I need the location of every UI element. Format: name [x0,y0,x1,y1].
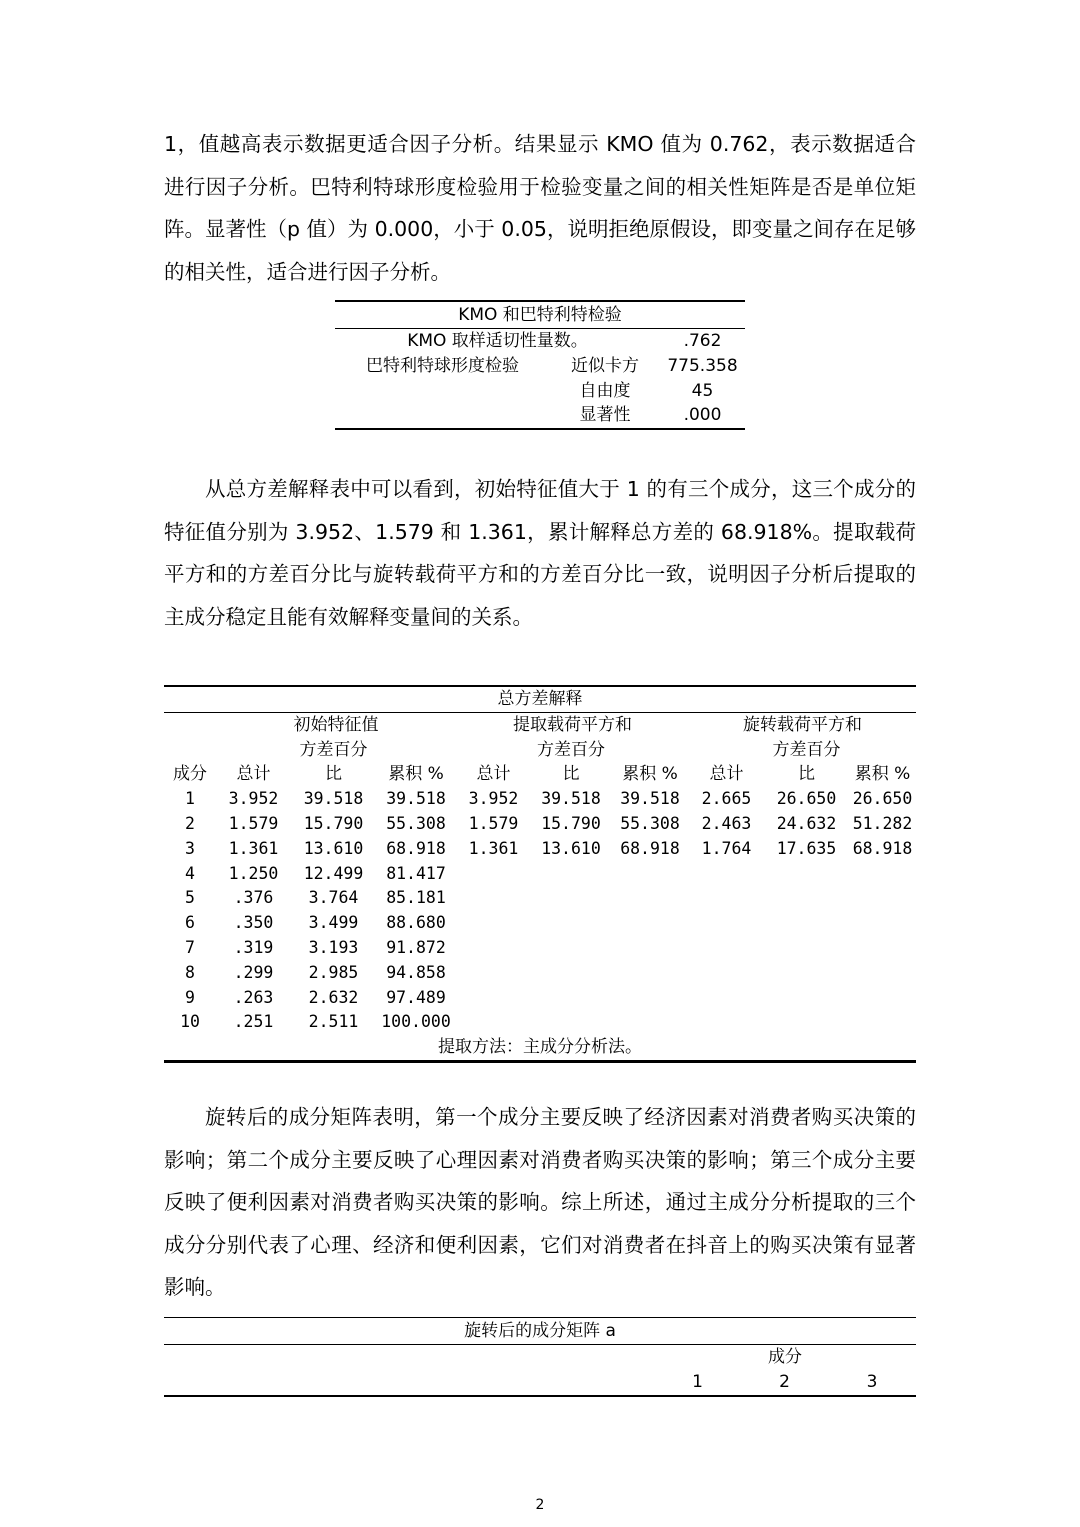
variance-cell: 2.632 [308,987,359,1007]
variance-cell: 55.308 [386,813,446,833]
variance-cell: 1.361 [228,838,279,858]
variance-cell: 3.952 [468,789,519,809]
variance-table-footer: 提取方法：主成分分析法。 [438,1037,642,1058]
variance-cell [456,936,531,961]
variance-cell: 39.518 [386,789,446,809]
significance-value: .000 [683,405,722,426]
variance-cell: 100.000 [381,1012,451,1032]
pct-label-top: 方差百分 [772,739,841,760]
variance-cell: 88.680 [386,913,446,933]
variance-cell: .299 [233,962,274,982]
variance-cell: 97.489 [386,987,446,1007]
variance-cell [456,1010,531,1035]
kmo-bartlett-table [335,300,745,430]
component-number: 6 [185,913,195,933]
variance-cell [849,1010,916,1035]
df-value: 45 [691,380,714,401]
variance-cell: 2.511 [308,1012,359,1032]
variance-header-cell: 比 [562,764,580,785]
variance-cell: 2.985 [308,962,359,982]
variance-cell: 39.518 [620,789,680,809]
variance-header-cell: 总计 [476,764,511,785]
table-row [164,837,916,862]
component-column-3: 3 [866,1371,878,1392]
variance-cell: 13.610 [541,838,601,858]
variance-cell [764,911,849,936]
variance-cell: 15.790 [303,813,364,833]
component-number: 2 [185,813,195,833]
table-row [164,936,916,961]
variance-cell: 3.764 [308,888,359,908]
variance-cell: 94.858 [386,962,446,982]
variance-cell [531,1010,611,1035]
total-variance-table [164,685,916,1063]
variance-cell [764,886,849,911]
variance-cell [456,961,531,986]
variance-header-cell: 累积 % [388,764,444,785]
df-label: 自由度 [579,380,631,401]
variance-cell [764,961,849,986]
component-number: 5 [185,888,195,908]
variance-cell: 3.499 [308,913,359,933]
variance-cell [611,986,689,1011]
component-number: 3 [185,838,195,858]
component-column-1: 1 [692,1371,703,1392]
variance-cell: 1.579 [228,813,279,833]
variance-cell [849,886,916,911]
variance-cell: 13.610 [303,838,364,858]
variance-cell [689,862,764,887]
variance-cell [531,936,611,961]
paragraph-rotated-matrix: 旋转后的成分矩阵表明，第一个成分主要反映了经济因素对消费者购买决策的影响；第二个成分主要反映了心理因素对消费者购买决策的影响；第三个成分主要反映了便利因素对消费者购买决策的影响。综上所述，通过主成分分析提取的三个成分分别代表了心理、经济和便利因素，它们对消费者在抖音上的购买决策有显著影响。 [164,1105,916,1299]
table-row [164,1010,916,1035]
variance-cell: .376 [233,888,274,908]
pct-label-top: 方差百分 [299,739,368,760]
table-row [164,862,916,887]
variance-cell [611,1010,689,1035]
variance-cell: 26.650 [776,789,837,809]
variance-cell [689,911,764,936]
variance-cell [764,862,849,887]
table-row [164,961,916,986]
variance-cell: 1.579 [468,813,519,833]
variance-cell: 39.518 [303,789,364,809]
variance-header-cell: 总计 [709,764,744,785]
variance-cell: .319 [233,937,274,957]
table-row [164,986,916,1011]
component-number: 9 [185,987,195,1007]
variance-cell: 68.918 [620,838,680,858]
variance-table-title: 总方差解释 [164,686,916,712]
pct-label-top: 方差百分 [537,739,605,760]
rotated-component-matrix-table [164,1317,916,1397]
page-number: 2 [535,1497,545,1513]
bartlett-label: 巴特利特球形度检验 [366,355,519,376]
variance-cell [611,911,689,936]
variance-cell: .263 [233,987,274,1007]
significance-label: 显著性 [579,405,631,426]
variance-cell [849,961,916,986]
variance-cell [456,911,531,936]
variance-cell [611,862,689,887]
variance-cell [531,886,611,911]
variance-cell [611,886,689,911]
variance-cell [611,936,689,961]
paragraph-kmo-intro: 1，值越高表示数据更适合因子分析。结果显示 KMO 值为 0.762，表示数据适合进行因子分析。巴特利特球形度检验用于检验变量之间的相关性矩阵是否是单位矩阵。显著性（p 值）为 0.000，小于 0.05，说明拒绝原假设，即变量之间存在足够的相关性，适合进行因子分析。 [164,132,916,284]
variance-cell [764,986,849,1011]
variance-cell [689,936,764,961]
variance-cell: 17.635 [776,838,837,858]
variance-cell: 39.518 [541,789,601,809]
variance-cell [456,986,531,1011]
variance-cell [689,961,764,986]
group-extraction-loadings: 提取载荷平方和 [513,714,632,735]
variance-cell: 85.181 [386,888,446,908]
variance-header-cell: 累积 % [622,764,678,785]
kmo-table-title: KMO 和巴特利特检验 [335,301,745,329]
variance-cell: 1.764 [701,838,752,858]
variance-cell [456,862,531,887]
component-number: 7 [185,937,195,957]
variance-header-cell: 总计 [236,764,271,785]
variance-cell: 68.918 [852,838,913,858]
component-number: 10 [180,1012,200,1032]
table-row [164,787,916,812]
chi-square-label: 近似卡方 [571,355,639,376]
variance-cell [531,911,611,936]
component-number: 1 [185,789,195,809]
variance-header-cell: 累积 % [854,764,911,785]
component-number: 4 [185,863,195,883]
table-row [164,812,916,837]
variance-cell [531,961,611,986]
variance-cell [611,961,689,986]
table-row [164,911,916,936]
variance-cell [689,1010,764,1035]
variance-cell [849,986,916,1011]
variance-cell: 3.193 [308,937,359,957]
group-initial-eigenvalues: 初始特征值 [293,714,379,735]
variance-cell: 2.463 [701,813,752,833]
variance-cell: 26.650 [852,789,913,809]
rotated-table-title: 旋转后的成分矩阵 a [164,1318,916,1345]
variance-cell: 91.872 [386,937,446,957]
variance-header-cell: 比 [325,764,342,785]
table-row [164,886,916,911]
kmo-label: KMO 取样适切性量数。 [407,331,588,351]
component-group-label: 成分 [768,1347,802,1367]
variance-header-cell: 比 [798,764,815,785]
variance-cell [849,936,916,961]
variance-cell: 51.282 [852,813,913,833]
variance-cell [531,862,611,887]
variance-cell: 12.499 [303,863,364,883]
variance-cell: .350 [233,913,274,933]
group-rotation-loadings: 旋转载荷平方和 [743,714,862,735]
kmo-value: .762 [683,331,722,351]
variance-cell: 2.665 [701,789,752,809]
variance-cell: 81.417 [386,863,446,883]
variance-cell [849,911,916,936]
paragraph-variance-explained: 从总方差解释表中可以看到，初始特征值大于 1 的有三个成分，这三个成分的特征值分别为 3.952、1.579 和 1.361，累计解释总方差的 68.918%。提取载荷平方和的方差百分比与旋转载荷平方和的方差百分比一致，说明因子分析后提取的主成分稳定且能有效解释变量间的关系。 [164,477,916,629]
variance-cell [531,986,611,1011]
variance-cell: 15.790 [541,813,601,833]
variance-cell: 55.308 [620,813,680,833]
variance-header-cell: 成分 [173,764,207,785]
variance-cell [689,886,764,911]
variance-cell [456,886,531,911]
variance-cell: 1.250 [228,863,279,883]
component-number: 8 [185,962,195,982]
variance-cell: 24.632 [776,813,837,833]
variance-cell: 1.361 [468,838,519,858]
variance-cell [764,936,849,961]
chi-square-value: 775.358 [667,355,738,376]
variance-cell: 3.952 [228,789,279,809]
variance-cell: 68.918 [386,838,446,858]
variance-cell: .251 [233,1012,274,1032]
variance-cell [689,986,764,1011]
variance-cell [764,1010,849,1035]
component-column-2: 2 [779,1371,790,1392]
variance-cell [849,862,916,887]
